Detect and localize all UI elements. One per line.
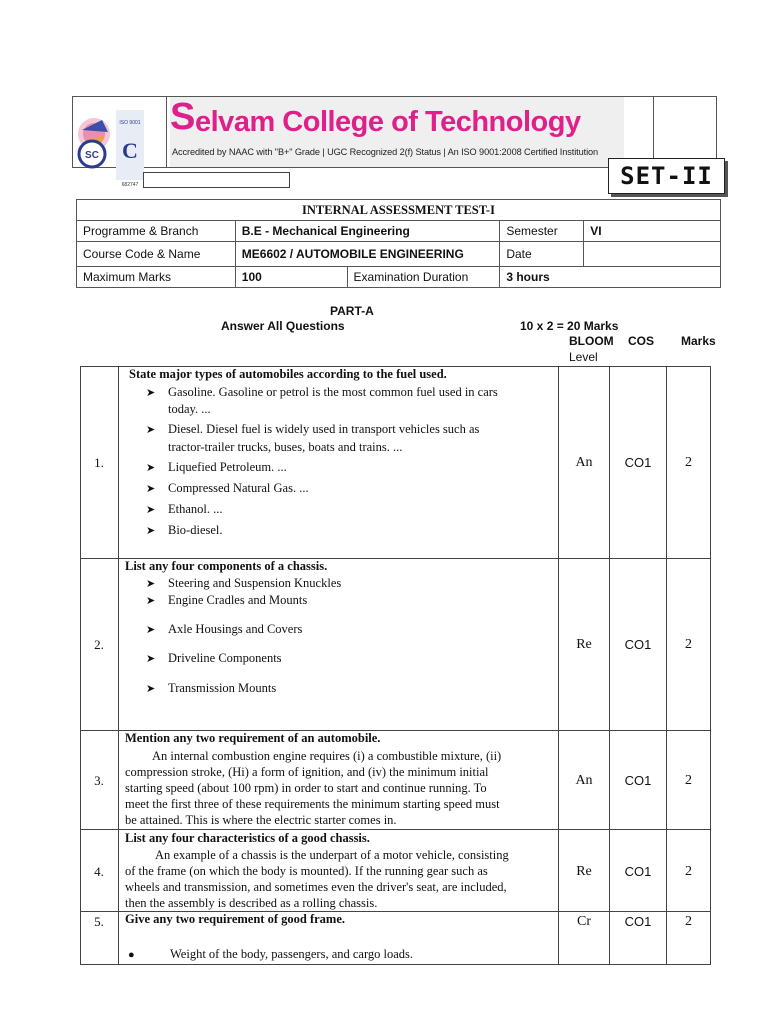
question-marks: 2 [685,864,692,879]
bloom-level: Re [576,864,592,879]
answer-bullet: ➤ Transmission Mounts [146,681,277,695]
question-number: 4. [94,864,104,879]
course-outcome: CO1 [624,637,652,652]
answer-bullet: ➤ Axle Housings and Covers [146,622,303,636]
answer-bullet: ● Weight of the body, passengers, and cargo loads. [128,947,414,961]
semester-value: VI [584,221,721,242]
column-level: Level [569,350,598,364]
column-cos: COS [628,334,655,348]
question-heading: List any four characteristics of a good chassis. [125,831,370,845]
register-number-box[interactable] [143,172,290,188]
course-label: Course Code & Name [77,242,236,267]
arrow-bullet-icon: ➤ [146,683,156,695]
semester-label: Semester [500,221,584,242]
answer-bullet: ➤ Steering and Suspension Knuckles [146,576,342,590]
column-marks: Marks [681,334,716,348]
answer-bullet: ➤ Liquefied Petroleum. ... [146,460,287,474]
answer-bullet: ➤ Compressed Natural Gas. ... [146,481,309,495]
part-title: PART-A [330,304,374,318]
table-row-divider [80,829,711,830]
duration-label: Examination Duration [347,267,500,288]
test-title: INTERNAL ASSESSMENT TEST-I [77,200,721,221]
answer-line: wheels and transmission, and sometimes even the driver's seat, are included, [125,880,507,894]
answer-bullet: ➤ Engine Cradles and Mounts [146,593,308,607]
question-heading: Mention any two requirement of an automobile. [125,731,381,745]
answer-line: meet the first three of these requirements the minimum starting speed must [125,797,500,811]
course-outcome: CO1 [624,914,652,929]
bloom-level: Re [576,637,592,652]
answer-bullet-continuation: tractor-trailer trucks, buses, boats and trains. ... [168,440,403,454]
arrow-bullet-icon: ➤ [146,483,156,495]
answer-bullet-continuation: today. ... [168,402,211,416]
arrow-bullet-icon: ➤ [146,504,156,516]
date-value [584,242,721,267]
arrow-bullet-icon: ➤ [146,525,156,537]
question-marks: 2 [685,455,692,470]
arrow-bullet-icon: ➤ [146,624,156,636]
answer-line: of the frame (on which the body is mounted). If the running gear such as [125,864,488,878]
svg-text:SC: SC [85,150,99,161]
question-number: 5. [94,914,104,929]
answer-line: be attained. This is where the electric starter comes in. [125,813,397,827]
answer-line: An internal combustion engine requires (i) a combustible mixture, (ii) [152,749,502,763]
arrow-bullet-icon: ➤ [146,578,156,590]
brand-initial: S [170,96,196,138]
table-column-divider [118,366,119,965]
dot-bullet-icon: ● [128,949,135,961]
max-marks-label: Maximum Marks [77,267,236,288]
exam-info-table [76,199,721,288]
arrow-bullet-icon: ➤ [146,462,156,474]
question-heading: State major types of automobiles according to the fuel used. [129,367,447,381]
course-outcome: CO1 [624,773,652,788]
question-number: 1. [94,455,104,470]
question-marks: 2 [685,637,692,652]
question-number: 3. [94,773,104,788]
bloom-level: An [575,773,593,788]
college-name: elvam College of Technology [195,106,581,138]
answer-line: An example of a chassis is the underpart of a motor vehicle, consisting [155,848,509,862]
question-heading: Give any two requirement of good frame. [125,912,345,926]
question-number: 2. [94,637,104,652]
date-label: Date [500,242,584,267]
set-label: SET-II [608,158,725,194]
arrow-bullet-icon: ➤ [146,653,156,665]
answer-bullet: ➤ Bio-diesel. [146,523,223,537]
header-divider [166,96,167,168]
answer-bullet: ➤ Ethanol. ... [146,502,223,516]
course-outcome: CO1 [624,455,652,470]
question-marks: 2 [685,773,692,788]
answer-line: then the assembly is described as a rolling chassis. [125,896,378,910]
max-marks-value: 100 [235,267,347,288]
arrow-bullet-icon: ➤ [146,424,156,436]
answer-line: starting speed (about 100 rpm) in order to start and continue running. To [125,781,487,795]
accreditation-line: Accredited by NAAC with "B+" Grade | UGC Recognized 2(f) Status | An ISO 9001:2008 Certified Institution [172,147,599,157]
answer-bullet: ➤ Gasoline. Gasoline or petrol is the most common fuel used in cars [146,385,498,399]
arrow-bullet-icon: ➤ [146,595,156,607]
bloom-level: An [575,455,593,470]
svg-text:C: C [122,138,138,163]
part-instruction: Answer All Questions [221,319,345,333]
question-marks: 2 [685,914,692,929]
svg-text:ISO 9001: ISO 9001 [119,120,141,126]
duration-value: 3 hours [500,267,721,288]
course-outcome: CO1 [624,864,652,879]
answer-bullet: ➤ Diesel. Diesel fuel is widely used in transport vehicles such as [146,422,480,436]
course-value: ME6602 / AUTOMOBILE ENGINEERING [235,242,500,267]
column-bloom: BLOOM [569,334,614,348]
question-heading: List any four components of a chassis. [125,559,328,573]
arrow-bullet-icon: ➤ [146,387,156,399]
part-marks-total: 10 x 2 = 20 Marks [520,319,619,333]
answer-bullet: ➤ Driveline Components [146,651,282,665]
programme-label: Programme & Branch [77,221,236,242]
svg-text:682747: 682747 [121,182,139,188]
bloom-level: Cr [577,914,591,929]
programme-value: B.E - Mechanical Engineering [235,221,500,242]
answer-line: compression stroke, (Hi) a form of ignition, and (iv) the minimum initial [125,765,489,779]
